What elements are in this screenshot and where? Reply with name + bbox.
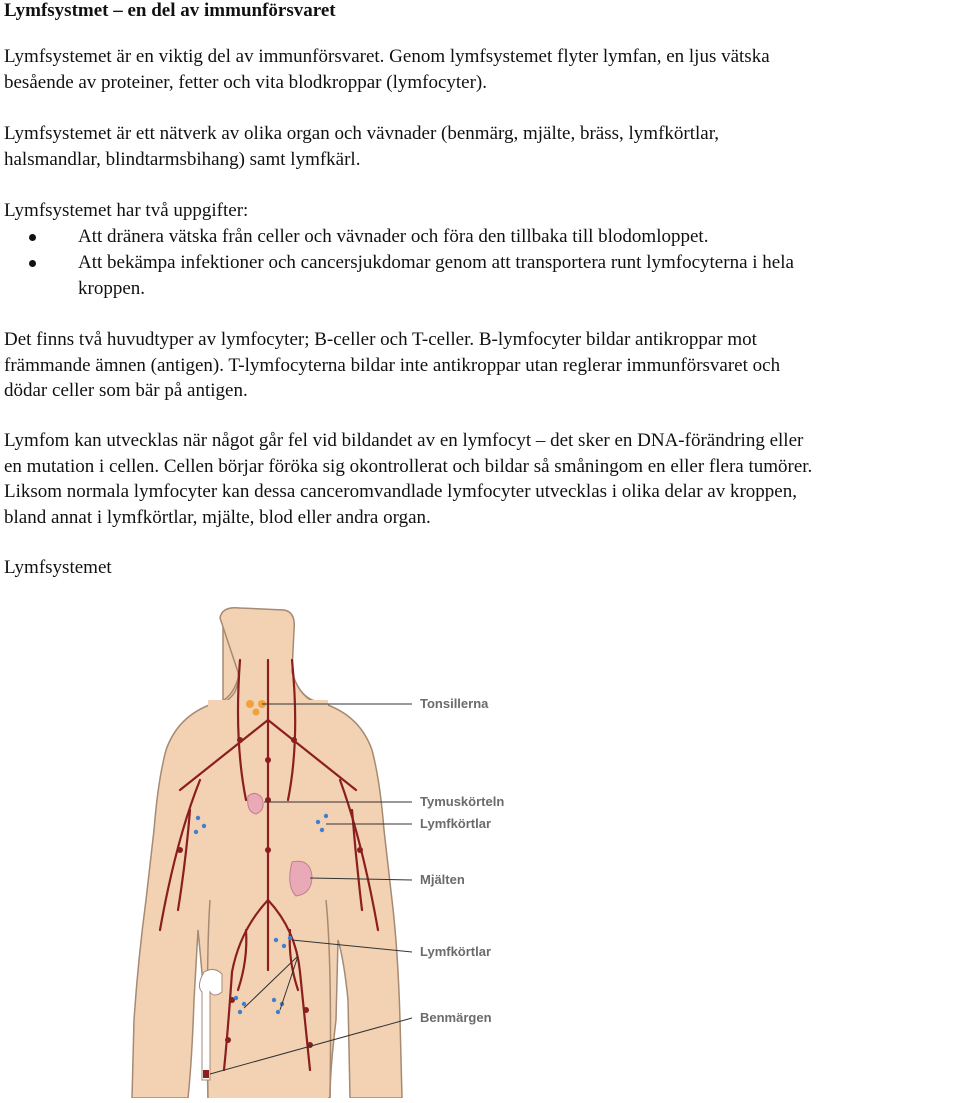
- paragraph-line: Lymfsystemet: [4, 557, 112, 578]
- label-thymus: Tymuskörteln: [420, 794, 505, 809]
- paragraph-tasks-intro: [4, 198, 248, 224]
- figure-caption: [4, 555, 112, 581]
- paragraph-line: Lymfsystemet har två uppgifter:: [4, 200, 249, 221]
- paragraph-lymphoma: [4, 428, 812, 530]
- document-title: Lymfsystmet – en del av immunförsvaret: [4, 0, 336, 21]
- bullet-line: Att bekämpa infektioner och cancersjukdomar genom att transportera runt lymfocyterna i hela: [78, 252, 794, 273]
- bullet-line: kroppen.: [78, 277, 146, 299]
- label-lymph-nodes-lower: Lymfkörtlar: [420, 944, 492, 959]
- bullet-icon: [29, 260, 36, 267]
- label-spleen: Mjälten: [420, 872, 465, 887]
- lymph-system-figure: [0, 600, 960, 1098]
- paragraph-line: bland annat i lymfkörtlar, mjälte, blod eller andra organ.: [4, 506, 431, 528]
- bullet-line: Att dränera vätska från celler och vävnader och föra den tillbaka till blodomloppet.: [78, 226, 709, 247]
- bullet-item: [4, 250, 954, 301]
- paragraph-line: halsmandlar, blindtarmsbihang) samt lymfkärl.: [4, 148, 361, 170]
- paragraph-line: dödar celler som bär på antigen.: [4, 380, 248, 401]
- paragraph-line: Liksom normala lymfocyter kan dessa canceromvandlade lymfocyter utvecklas i olika delar av kroppen,: [4, 481, 797, 502]
- paragraph-line: Lymfom kan utvecklas när något går fel vid bildandet av en lymfocyt – det sker en DNA-förändring eller: [4, 430, 804, 451]
- paragraph-line: Det finns två huvudtyper av lymfocyter; B-celler och T-celler. B-lymfocyter bildar antikroppar mot: [4, 329, 757, 350]
- paragraph-lymphocytes: [4, 327, 780, 404]
- label-lymph-nodes-upper: Lymfkörtlar: [420, 816, 492, 831]
- paragraph-line: Lymfsystemet är ett nätverk av olika organ och vävnader (benmärg, mjälte, bräss, lymfkörtlar,: [4, 123, 720, 144]
- label-bone-marrow: Benmärgen: [420, 1010, 492, 1025]
- bullet-item: [4, 224, 954, 250]
- paragraph-network: [4, 121, 719, 172]
- bullet-icon: [29, 234, 36, 241]
- paragraph-intro: [4, 44, 770, 95]
- thymus: [248, 793, 263, 814]
- paragraph-line: besående av proteiner, fetter och vita blodkroppar (lymfocyter).: [4, 71, 488, 93]
- paragraph-line: Lymfsystemet är en viktig del av immunförsvaret. Genom lymfsystemet flyter lymfan, en ljus vätska: [4, 46, 770, 67]
- paragraph-line: främmande ämnen (antigen). T-lymfocyterna bildar inte antikroppar utan reglerar immunförsvaret och: [4, 354, 781, 376]
- bone-marrow-spot: [203, 1070, 209, 1078]
- paragraph-line: en mutation i cellen. Cellen börjar föröka sig okontrollerat och bildar så småningom en eller flera tumörer.: [4, 455, 813, 477]
- lymph-system-illustration: [0, 600, 960, 1098]
- label-tonsils: Tonsillerna: [420, 696, 489, 711]
